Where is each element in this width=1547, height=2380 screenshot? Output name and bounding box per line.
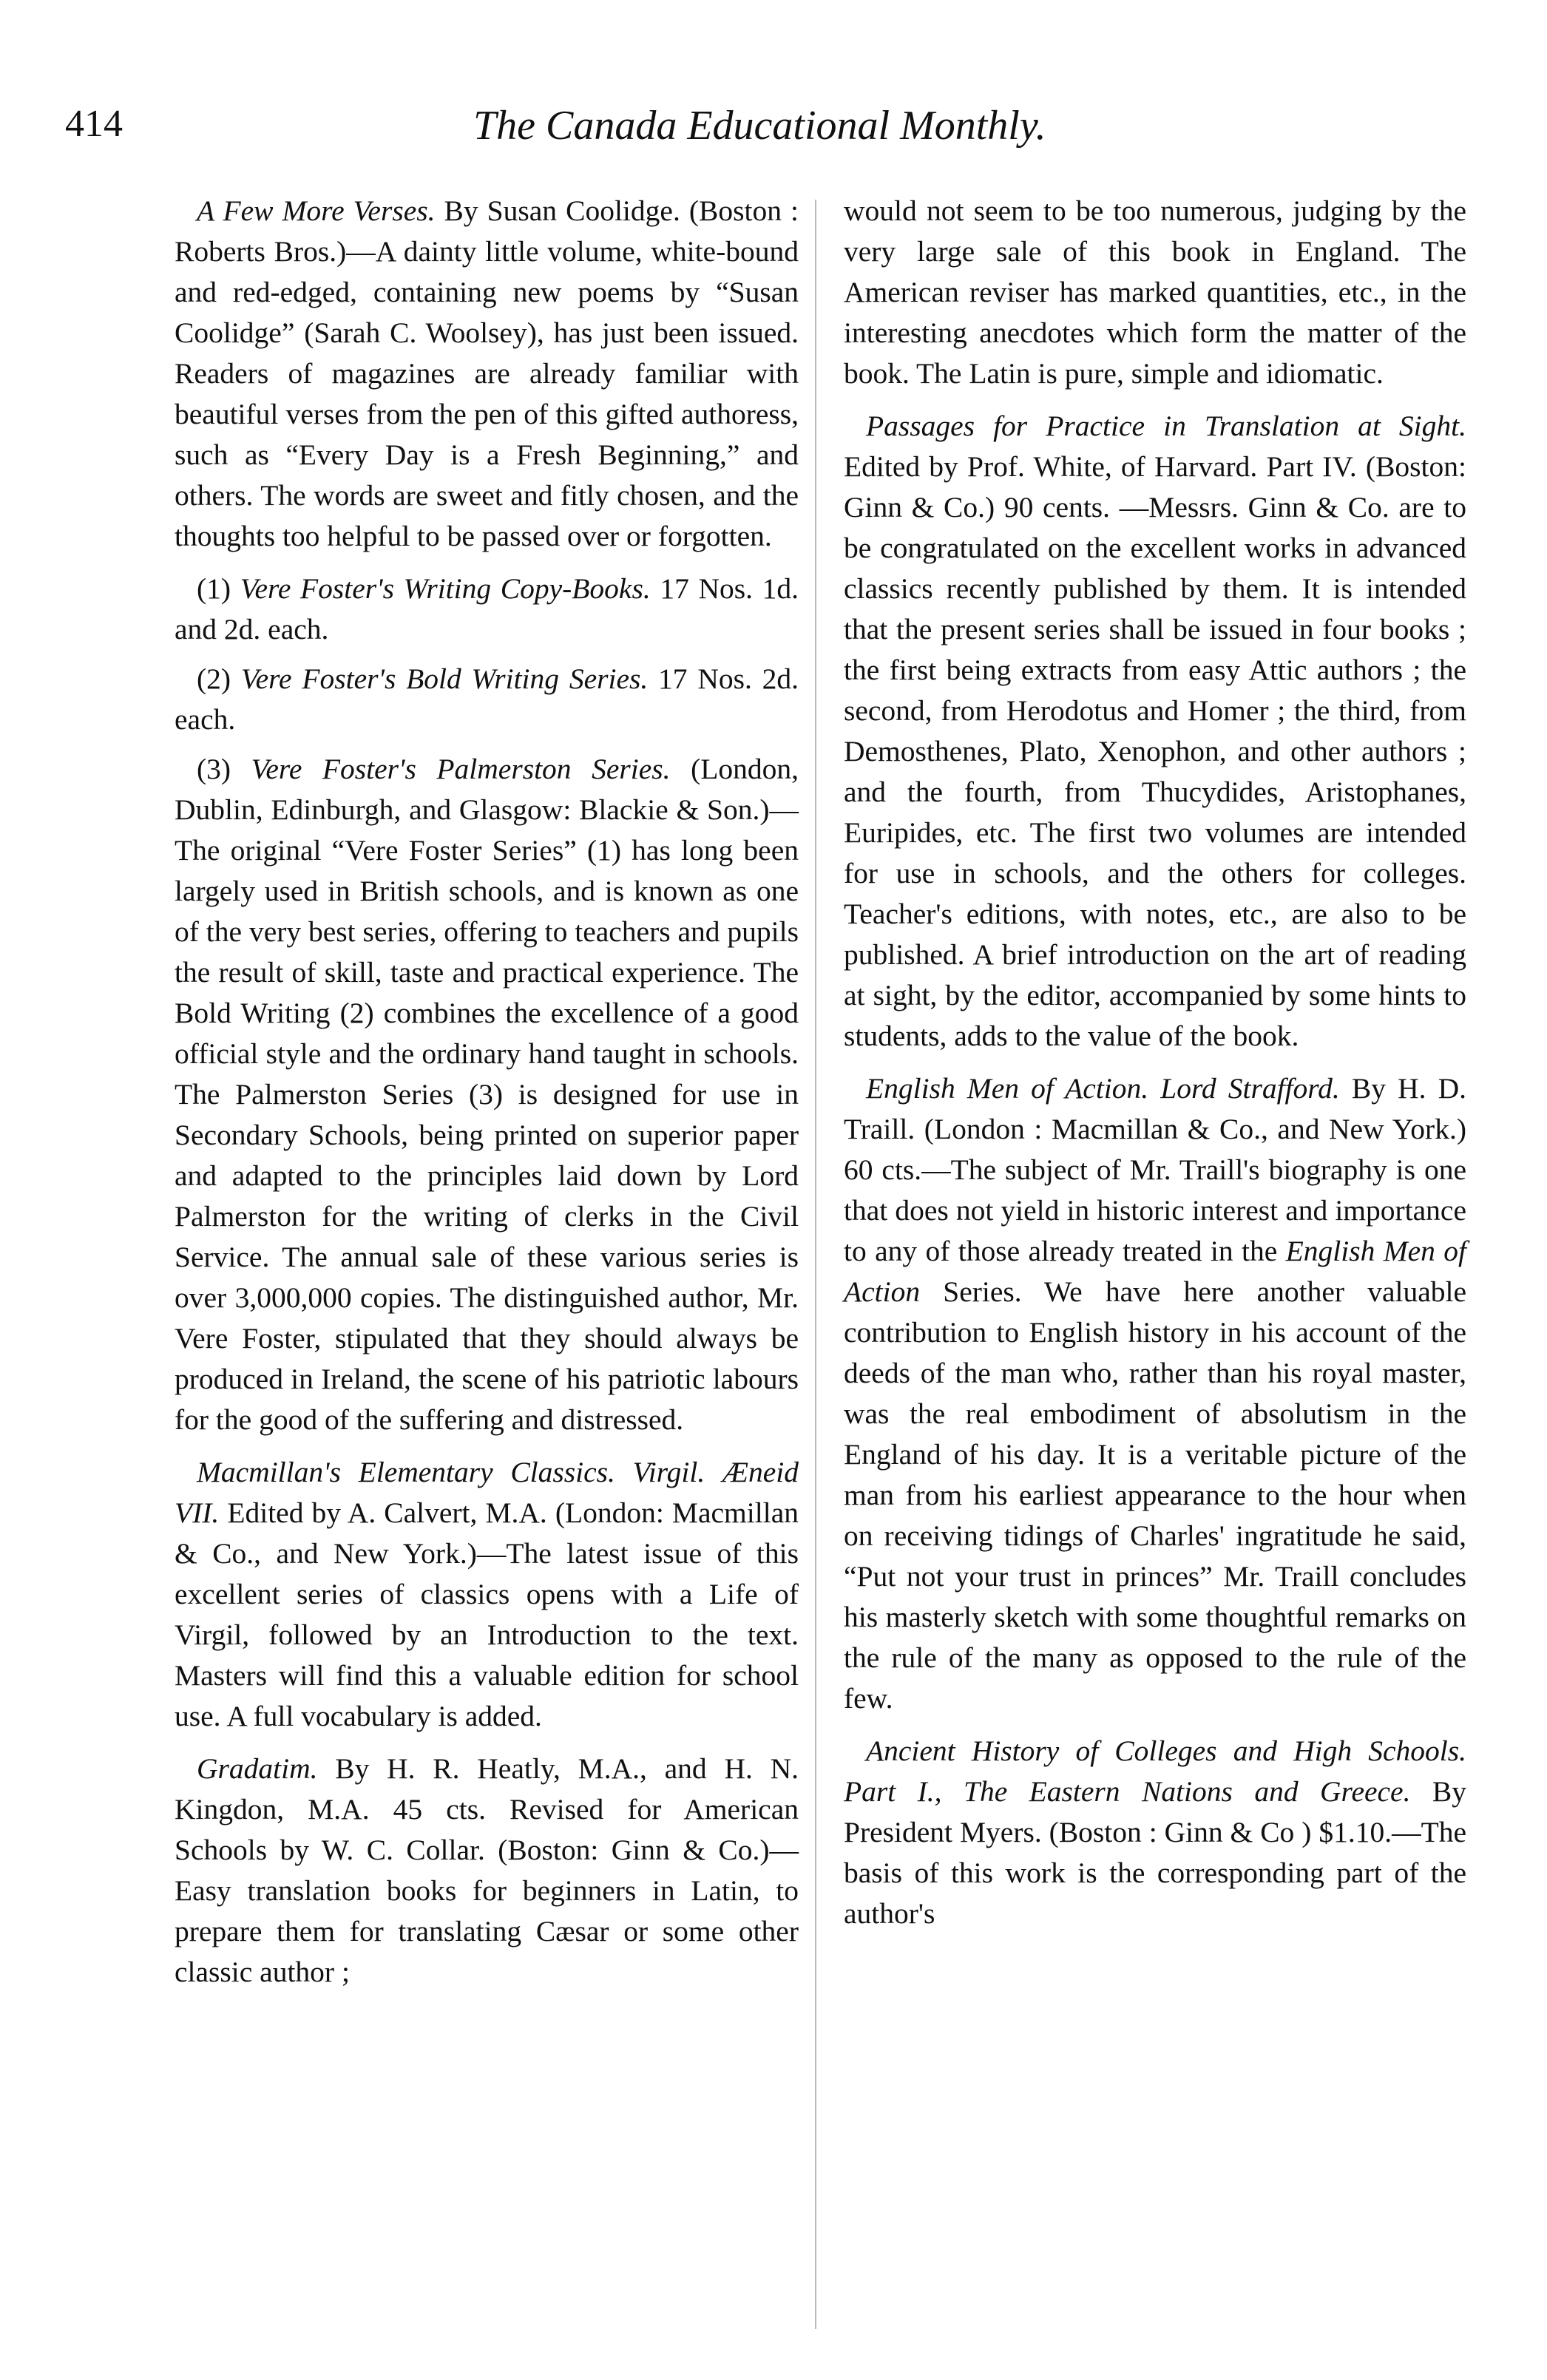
column-divider xyxy=(815,200,816,2329)
review-gradatim xyxy=(175,1749,799,1993)
review-text: Edited by Prof. White, of Harvard. Part IV. (Boston: Ginn & Co.) 90 cents. —Messrs. Ginn & Co. are to be congratulated on the excellent works in advanced classics recently published by them. It is intended that the present series shall be issued in four books ; the first being extracts from easy Attic authors ; the second, from Herodotus and Homer ; the third, from Demosthenes, Plato, Xenophon, and other authors ; and the fourth, from Thucydides, Aristophanes, Euripides, etc. The first two volumes are intended for use in schools, and the others for colleges. Teacher's editions, with notes, etc., are also to be published. A brief introduction on the art of reading at sight, by the editor, accompanied by some hints to students, adds to the value of the book. xyxy=(844,450,1466,1052)
left-column xyxy=(175,191,799,2004)
review-title: Vere Foster's Writing Copy-Books. xyxy=(240,572,651,605)
review-title: Gradatim. xyxy=(197,1752,318,1785)
item-number: (3) xyxy=(197,753,251,785)
review-lord-strafford xyxy=(844,1068,1466,1719)
review-title: Vere Foster's Palmerston Series. xyxy=(251,753,671,785)
review-text: Edited by A. Calvert, M.A. (London: Macmillan & Co., and New York.)—The latest issue of this excellent series of classics opens with a Life of Virgil, followed by an Introduction to the text. Masters will find this a valuable edition for school use. A full vocabulary is added. xyxy=(175,1496,799,1732)
review-text: 17 Nos. 2d. each. xyxy=(175,662,799,736)
review-text: By President Myers. (Boston : Ginn & Co ) $1.10.—The basis of this work is the corresponding part of the author's xyxy=(844,1775,1466,1930)
page-number: 414 xyxy=(65,103,123,145)
review-text-continued: Series. We have here another valuable contribution to English history in his account of the deeds of the man who, rather than his royal master, was the real embodiment of absolutism in the England of his day. It is a veritable picture of the man from his earliest appearance to the hour when on receiving tidings of Charles' ingratitude he said, “Put not your trust in princes” Mr. Traill concludes his masterly sketch with some thoughtful remarks on the rule of the many as opposed to the rule of the few. xyxy=(844,1275,1466,1715)
review-few-more-verses xyxy=(175,191,799,557)
review-ancient-history xyxy=(844,1731,1466,1934)
review-macmillan-virgil xyxy=(175,1452,799,1737)
right-column xyxy=(844,191,1466,1946)
review-passages-for-practice xyxy=(844,406,1466,1057)
review-title: Vere Foster's Bold Writing Series. xyxy=(240,662,649,695)
review-vere-foster-bold-series xyxy=(175,659,799,740)
series-title: English Men of Action xyxy=(844,1235,1467,1308)
continued-text: would not seem to be too numerous, judging by the very large sale of this book in England. The American reviser has marked quantities, etc., in the interesting anecdotes which form the matter of the book. The Latin is pure, simple and idiomatic. xyxy=(844,194,1466,390)
review-title: English Men of Action. Lord Strafford. xyxy=(866,1072,1340,1105)
review-text: (London, Dublin, Edinburgh, and Glasgow: Blackie & Son.)—The original “Vere Foster Series” (1) has long been largely used in British schools, and is known as one of the very best series, offering to teachers and pupils the result of skill, taste and practical experience. The Bold Writing (2) combines the excellence of a good official style and the ordinary hand taught in schools. The Palmerston Series (3) is designed for use in Secondary Schools, being printed on superior paper and adapted to the principles laid down by Lord Palmerston for the writing of clerks in the Civil Service. The annual sale of these various series is over 3,000,000 copies. The distinguished author, Mr. Vere Foster, stipulated that they should always be produced in Ireland, the scene of his patriotic labours for the good of the suffering and distressed. xyxy=(175,753,799,1436)
review-text: By H. D. Traill. (London : Macmillan & Co., and New York.) 60 cts.—The subject of Mr. Traill's biography is one that does not yield in historic interest and importance to any of those already treated in the xyxy=(844,1072,1466,1267)
review-text: 17 Nos. 1d. and 2d. each. xyxy=(175,572,799,645)
review-title: Passages for Practice in Translation at Sight. xyxy=(866,410,1466,442)
item-number: (1) xyxy=(197,572,240,605)
review-vere-foster-copy-books xyxy=(175,569,799,650)
review-title: A Few More Verses. xyxy=(197,194,436,227)
review-title: Ancient History of Colleges and High Schools. Part I., The Eastern Nations and Greece. xyxy=(844,1735,1466,1808)
running-head: The Canada Educational Monthly. xyxy=(473,103,1046,149)
review-title: Macmillan's Elementary Classics. Virgil. Æneid VII. xyxy=(175,1456,799,1529)
review-text: By H. R. Heatly, M.A., and H. N. Kingdon, M.A. 45 cts. Revised for American Schools by W. C. Collar. (Boston: Ginn & Co.)—Easy translation books for beginners in Latin, to prepare them for translating Cæsar or some other classic author ; xyxy=(175,1752,799,1988)
item-number: (2) xyxy=(197,662,241,695)
review-text: By Susan Coolidge. (Boston : Roberts Bros.)—A dainty little volume, white-bound and red-edged, containing new poems by “Susan Coolidge” (Sarah C. Woolsey), has just been issued. Readers of magazines are already familiar with beautiful verses from the pen of this gifted authoress, such as “Every Day is a Fresh Beginning,” and others. The words are sweet and fitly chosen, and the thoughts too helpful to be passed over or forgotten. xyxy=(175,194,799,552)
review-vere-foster-palmerston-series xyxy=(175,749,799,1440)
